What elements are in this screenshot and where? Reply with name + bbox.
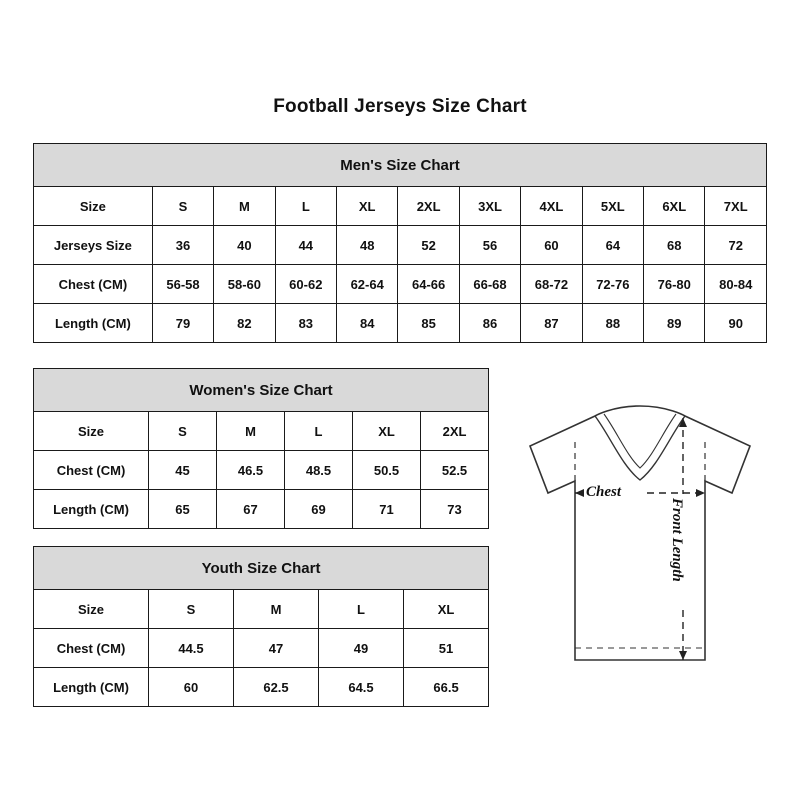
womens-size-chart-table [33, 368, 489, 529]
table-caption-row [34, 144, 767, 187]
cell: 44 [275, 226, 336, 265]
cell: 51 [404, 629, 489, 668]
cell: 72 [705, 226, 767, 265]
table-caption-row [34, 369, 489, 412]
cell: 48 [337, 226, 398, 265]
table-header-row [34, 412, 489, 451]
cell: 52 [398, 226, 459, 265]
column-header: Size [34, 187, 153, 226]
womens-chart-caption: Women's Size Chart [34, 369, 489, 412]
cell: 56 [459, 226, 520, 265]
column-header: S [149, 590, 234, 629]
column-header: 6XL [644, 187, 705, 226]
row-label: Chest (CM) [34, 629, 149, 668]
cell: 86 [459, 304, 520, 343]
cell: 79 [152, 304, 213, 343]
table-row [34, 226, 767, 265]
column-header: 5XL [582, 187, 643, 226]
chest-measure-label: Chest [586, 484, 622, 500]
cell: 50.5 [353, 451, 421, 490]
cell: 68-72 [521, 265, 582, 304]
cell: 62.5 [234, 668, 319, 707]
cell: 65 [149, 490, 217, 529]
column-header: S [152, 187, 213, 226]
column-header: M [217, 412, 285, 451]
column-header: XL [353, 412, 421, 451]
youth-size-chart-table [33, 546, 489, 707]
column-header: 3XL [459, 187, 520, 226]
column-header: 7XL [705, 187, 767, 226]
column-header: L [319, 590, 404, 629]
cell: 90 [705, 304, 767, 343]
cell: 46.5 [217, 451, 285, 490]
cell: 82 [214, 304, 275, 343]
column-header: L [275, 187, 336, 226]
cell: 64 [582, 226, 643, 265]
cell: 56-58 [152, 265, 213, 304]
column-header: 4XL [521, 187, 582, 226]
cell: 72-76 [582, 265, 643, 304]
table-header-row [34, 590, 489, 629]
table-caption-row [34, 547, 489, 590]
collar-inner-line [604, 414, 676, 468]
cell: 64-66 [398, 265, 459, 304]
column-header: XL [337, 187, 398, 226]
cell: 80-84 [705, 265, 767, 304]
cell: 83 [275, 304, 336, 343]
cell: 64.5 [319, 668, 404, 707]
cell: 60 [149, 668, 234, 707]
column-header: XL [404, 590, 489, 629]
column-header: 2XL [421, 412, 489, 451]
cell: 47 [234, 629, 319, 668]
front-length-measure-label: Front Length [669, 498, 685, 582]
front-length-arrow-bottom [679, 651, 687, 660]
cell: 36 [152, 226, 213, 265]
jersey-body-outline [530, 406, 750, 660]
cell: 62-64 [337, 265, 398, 304]
cell: 66.5 [404, 668, 489, 707]
cell: 76-80 [644, 265, 705, 304]
cell: 67 [217, 490, 285, 529]
cell: 88 [582, 304, 643, 343]
column-header: 2XL [398, 187, 459, 226]
cell: 68 [644, 226, 705, 265]
row-label: Chest (CM) [34, 451, 149, 490]
cell: 66-68 [459, 265, 520, 304]
table-row [34, 265, 767, 304]
column-header: Size [34, 590, 149, 629]
cell: 52.5 [421, 451, 489, 490]
cell: 60-62 [275, 265, 336, 304]
cell: 69 [285, 490, 353, 529]
column-header: L [285, 412, 353, 451]
column-header: Size [34, 412, 149, 451]
cell: 73 [421, 490, 489, 529]
row-label: Length (CM) [34, 490, 149, 529]
row-label: Chest (CM) [34, 265, 153, 304]
column-header: S [149, 412, 217, 451]
cell: 44.5 [149, 629, 234, 668]
jersey-measurement-diagram [500, 398, 780, 698]
youth-chart-caption: Youth Size Chart [34, 547, 489, 590]
cell: 89 [644, 304, 705, 343]
row-label: Length (CM) [34, 304, 153, 343]
table-row [34, 668, 489, 707]
table-row [34, 629, 489, 668]
cell: 45 [149, 451, 217, 490]
mens-chart-caption: Men's Size Chart [34, 144, 767, 187]
page-title: Football Jerseys Size Chart [273, 96, 527, 117]
chest-arrow-right [696, 489, 705, 497]
cell: 84 [337, 304, 398, 343]
cell: 40 [214, 226, 275, 265]
cell: 48.5 [285, 451, 353, 490]
cell: 71 [353, 490, 421, 529]
table-row [34, 490, 489, 529]
row-label: Length (CM) [34, 668, 149, 707]
column-header: M [214, 187, 275, 226]
cell: 58-60 [214, 265, 275, 304]
table-header-row [34, 187, 767, 226]
row-label: Jerseys Size [34, 226, 153, 265]
column-header: M [234, 590, 319, 629]
chest-arrow-left [575, 489, 584, 497]
cell: 85 [398, 304, 459, 343]
neck-outline [595, 416, 685, 480]
table-row [34, 451, 489, 490]
mens-size-chart-table [33, 143, 767, 343]
cell: 49 [319, 629, 404, 668]
table-row [34, 304, 767, 343]
cell: 87 [521, 304, 582, 343]
cell: 60 [521, 226, 582, 265]
jersey-outline-svg [500, 398, 780, 698]
